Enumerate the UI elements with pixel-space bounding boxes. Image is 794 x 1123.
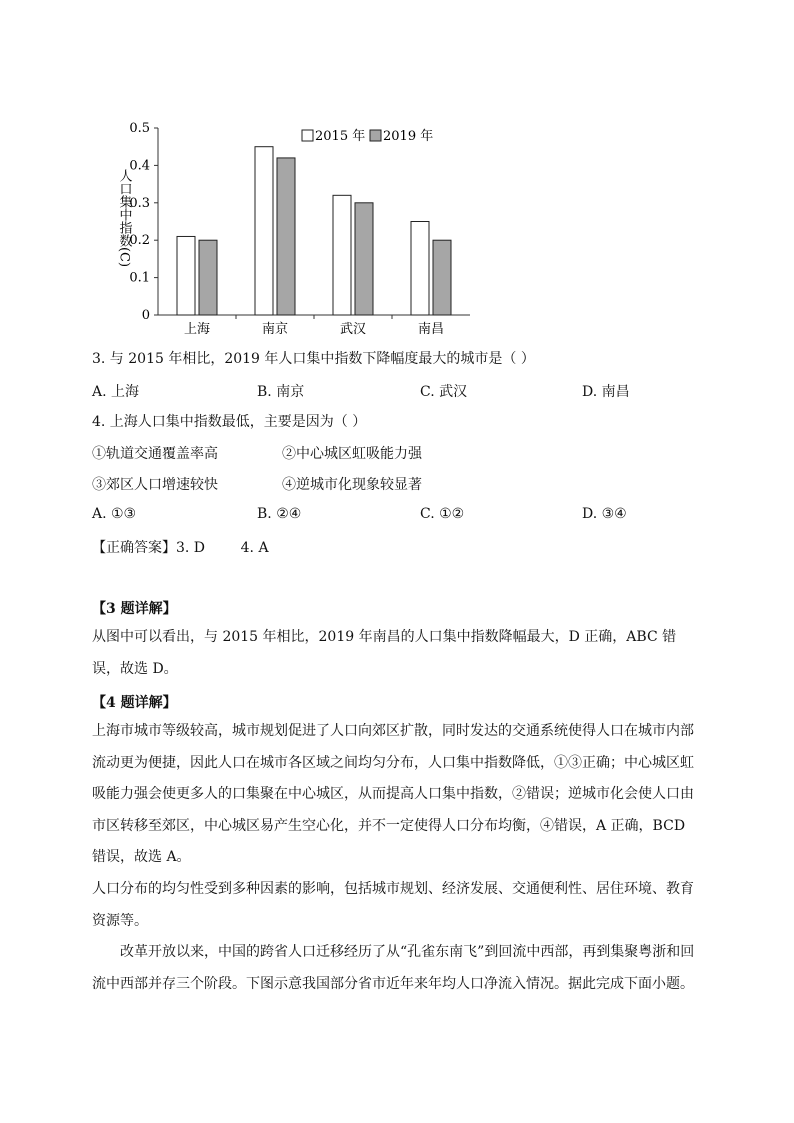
- y-tick-label: 0.2: [129, 233, 150, 249]
- x-tick-label: 武汉: [339, 322, 367, 337]
- y-tick-label: 0.1: [129, 270, 150, 286]
- bar-南昌-1: [433, 240, 451, 315]
- y-tick-label: 0.4: [129, 158, 150, 174]
- q3-option-d: D. 南昌: [582, 384, 630, 400]
- legend-swatch: [302, 130, 313, 141]
- q4-item-4: ④逆城市化现象较显著: [282, 477, 422, 493]
- next-questions-intro: 改革开放以来，中国的跨省人口迁移经历了从“孔雀东南飞”到回流中西部，再到集聚粤浙和回流中西部并存三个阶段。下图示意我国部分省市近年来年均人口净流入情况。据此完成下面小题。: [92, 944, 695, 992]
- q4-item-3: ③郊区人口增速较快: [92, 477, 218, 493]
- q4-option-b: B. ②④: [257, 506, 302, 522]
- legend-swatch: [370, 130, 381, 141]
- legend-label: 2015 年: [315, 129, 366, 144]
- q3-option-a: A. 上海: [92, 384, 140, 400]
- q3-option-c: C. 武汉: [420, 384, 468, 400]
- y-axis-label: 人口集中指数(C): [116, 168, 132, 268]
- y-tick-label: 0.5: [129, 121, 150, 136]
- detail-4-text: 上海市城市等级较高，城市规划促进了人口向郊区扩散，同时发达的交通系统使得人口在城市内部流动更为便捷，因此人口在城市各区域之间均匀分布，人口集中指数降低，①③正确；中心城区虹吸能力强会使更多人的口集聚在中心城区，从而提高人口集中指数，②错误；逆城市化会使人口由市区转移至郊区，中心城区易产生空心化，并不一定使得人口分布均衡，④错误，A 正确，BCD 错误，故选 A。: [92, 723, 694, 865]
- bar-武汉-0: [333, 195, 351, 315]
- y-tick-label: 0: [141, 308, 150, 323]
- legend-label: 2019 年: [383, 129, 434, 144]
- question-4-stem: 4. 上海人口集中指数最低，主要是因为（ ）: [92, 414, 367, 430]
- q3-option-b: B. 南京: [257, 384, 305, 400]
- x-tick-label: 上海: [183, 322, 211, 337]
- question-3-stem: 3. 与 2015 年相比，2019 年人口集中指数下降幅度最大的城市是（ ）: [92, 351, 535, 367]
- q4-option-d: D. ③④: [582, 506, 627, 522]
- bar-南昌-0: [411, 222, 429, 316]
- bar-上海-0: [177, 236, 195, 315]
- q4-item-1: ①轨道交通覆盖率高: [92, 446, 218, 462]
- q4-option-a: A. ①③: [92, 506, 137, 522]
- bars: [177, 147, 451, 315]
- bar-上海-1: [199, 240, 217, 315]
- x-tick-label: 南昌: [417, 322, 445, 337]
- detail-3-heading: 【3 题详解】: [92, 601, 177, 617]
- legend: [302, 128, 433, 144]
- y-tick-label: 0.3: [129, 195, 150, 211]
- q4-item-2: ②中心城区虹吸能力强: [282, 446, 422, 462]
- bar-南京-1: [277, 158, 295, 315]
- y-axis: [129, 121, 158, 323]
- bar-南京-0: [255, 147, 273, 315]
- bar-武汉-1: [355, 203, 373, 315]
- x-axis: [158, 315, 470, 337]
- detail-4-heading: 【4 题详解】: [92, 695, 177, 711]
- q4-option-c: C. ①②: [420, 506, 465, 522]
- population-concentration-chart: [110, 110, 490, 345]
- x-tick-label: 南京: [261, 322, 289, 337]
- detail-3-text: 从图中可以看出，与 2015 年相比，2019 年南昌的人口集中指数降幅最大，D 正确，ABC 错误，故选 D。: [92, 629, 677, 677]
- answer-line: 【正确答案】3. D 4. A: [92, 540, 269, 556]
- detail-4-summary: 人口分布的均匀性受到多种因素的影响，包括城市规划、经济发展、交通便利性、居住环境、教育资源等。: [92, 881, 694, 929]
